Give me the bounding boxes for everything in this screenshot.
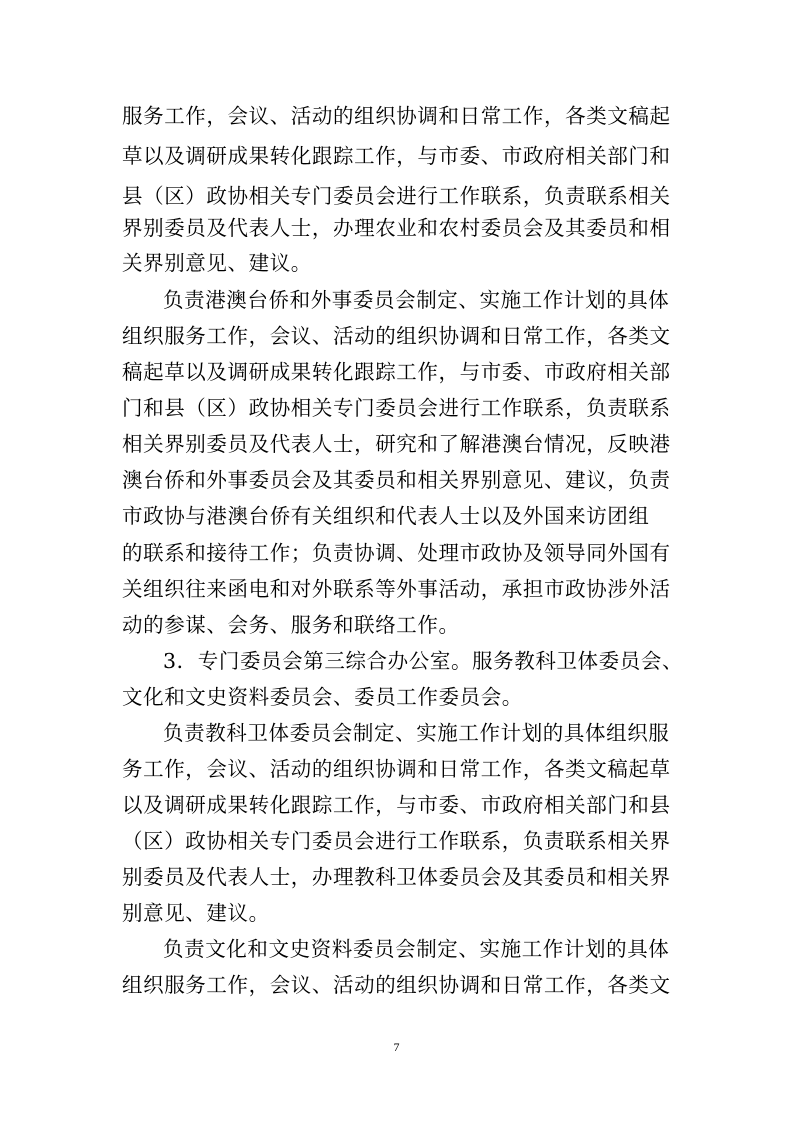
text-line: 市政协与港澳台侨有关组织和代表人士以及外国来访团组: [122, 504, 650, 528]
text-line: 别委员及代表人士，办理教科卫体委员会及其委员和相关界: [122, 865, 671, 889]
text-line: 关界别意见、建议。: [122, 251, 312, 275]
paragraph-first-line: 负责港澳台侨和外事委员会制定、实施工作计划的具体: [163, 288, 670, 312]
text-line: 组织服务工作，会议、活动的组织协调和日常工作，各类文: [122, 973, 671, 997]
text-line: 组织服务工作，会议、活动的组织协调和日常工作，各类文: [122, 324, 671, 348]
text-line: 的联系和接待工作；负责协调、处理市政协及领导同外国有: [122, 541, 671, 565]
paragraph-first-line: 负责教科卫体委员会制定、实施工作计划的具体组织服: [163, 721, 670, 745]
text-line: 澳台侨和外事委员会及其委员和相关界别意见、建议，负责: [122, 468, 671, 492]
text-line: 相关界别委员及代表人士，研究和了解港澳台情况，反映港: [122, 432, 671, 456]
text-line: 县（区）政协相关专门委员会进行工作联系，负责联系相关: [122, 184, 671, 208]
text-line: 界别委员及代表人士，办理农业和农村委员会及其委员和相: [122, 216, 671, 240]
text-line: 务工作，会议、活动的组织协调和日常工作，各类文稿起草: [122, 757, 671, 781]
text-line: 稿起草以及调研成果转化跟踪工作，与市委、市政府相关部: [122, 360, 671, 384]
text-line: （区）政协相关专门委员会进行工作联系，负责联系相关界: [122, 829, 671, 853]
text-line: 门和县（区）政协相关专门委员会进行工作联系，负责联系: [122, 396, 671, 420]
text-line: 草以及调研成果转化跟踪工作，与市委、市政府相关部门和: [122, 144, 671, 168]
text-line: 服务工作，会议、活动的组织协调和日常工作，各类文稿起: [122, 104, 671, 128]
paragraph-first-line: 负责文化和文史资料委员会制定、实施工作计划的具体: [163, 937, 670, 961]
text-line: 关组织往来函电和对外联系等外事活动，承担市政协涉外活: [122, 577, 671, 601]
text-line: 以及调研成果转化跟踪工作，与市委、市政府相关部门和县: [122, 793, 671, 817]
page-number: 7: [393, 1040, 400, 1054]
text-line: 动的参谋、会务、服务和联络工作。: [122, 613, 460, 637]
text-line: 文化和文史资料委员会、委员工作委员会。: [122, 685, 523, 709]
text-line: 别意见、建议。: [122, 901, 270, 925]
section-heading-line: 3．专门委员会第三综合办公室。服务教科卫体委员会、: [163, 649, 684, 673]
